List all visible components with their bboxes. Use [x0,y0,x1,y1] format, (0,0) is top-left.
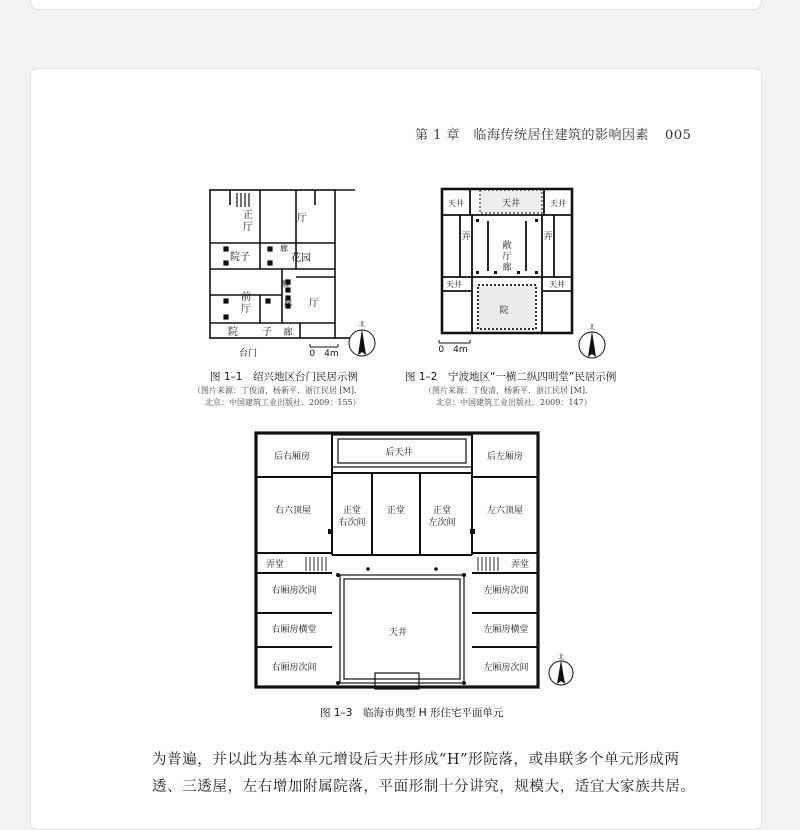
figure-1-1-plan [200,185,385,365]
figure-1-3-plan [250,425,590,700]
body-text-line: 透、三透屋，左右增加附属院落，平面形制十分讲究，规模大，适宜大家族共居。 [152,779,696,795]
label-tianjing: 天井 [448,199,464,208]
label-nongtang: 弄堂 [510,560,530,570]
figure-1-3-caption: 图 1–3 临海市典型 H 形住宅平面单元 [320,707,504,719]
figure-1-1-source-line1: （图片来源：丁俊清，杨新平．浙江民居 [M]. [193,386,357,395]
figure-1-2-source-line1: （图片来源：丁俊清，杨新平．浙江民居 [M]. [424,386,588,395]
scale-bar [310,344,338,347]
label-zuo-xiangfang-cijian: 左厢房次间 [483,586,529,596]
label-zhengtang: 正堂 [342,506,362,516]
north-arrow-icon [349,320,375,356]
label-tianjing: 天井 [550,199,566,208]
page-number: 005 [665,128,692,143]
figure-1-2-caption: 图 1–2 宁波地区“一横二纵四明堂”民居示例 [405,371,617,383]
label-nongtang: 弄堂 [265,560,285,570]
label-nong: 弄 [543,232,553,242]
label-you-xiangfang-cijian: 右厢房次间 [271,586,317,596]
scale-text: 0 4m [438,345,468,355]
label-tianjing: 天井 [549,280,565,289]
running-header [415,124,691,143]
label-you-liudingwu: 右六顶屋 [274,506,312,516]
label-taimen: 台门 [238,349,258,359]
figure-1-2-plan [430,185,610,365]
label-zheng: 正 [243,210,253,221]
stair-left [306,557,326,571]
label-you-xiangfang-cijian: 右厢房次间 [271,663,317,673]
label-hou-tianjing: 后天井 [385,448,413,458]
previous-page-card [30,0,762,10]
north-label: 北 [588,324,596,331]
label-you-xiangfang-hengtang: 右厢房横堂 [271,625,317,635]
north-label: 北 [358,321,366,328]
label-lang: 廊 [502,263,512,273]
label-lang: 廊 [284,299,292,308]
label-tianjing: 天井 [446,280,462,289]
label-tianjing: 天井 [501,199,521,209]
label-lang: 廊 [282,279,290,288]
label-hou-you-xiangfang: 后右厢房 [273,452,311,462]
label-tianjing: 天井 [388,628,408,638]
label-lang: 廊 [280,244,288,253]
label-zhengtang: 正堂 [386,506,406,516]
label-hou-zuo-xiangfang: 后左厢房 [486,452,524,462]
chapter-title: 第 1 章 临海传统居住建筑的影响因素 [415,128,650,143]
label-zuo-xiangfang-cijian: 左厢房次间 [483,663,529,673]
label-zhengtang: 正堂 [432,506,452,516]
label-lang: 廊 [283,328,293,338]
label-nong: 弄 [461,232,471,242]
label-huayuan: 花园 [291,253,311,264]
label-ting: 厅 [309,298,319,309]
label-zuo-liudingwu: 左六顶屋 [486,506,524,516]
scale-text: 0 4m [309,349,339,359]
label-ting: 厅 [502,252,512,262]
north-arrow-icon [579,323,605,358]
scale-bar [439,340,470,343]
body-text-line: 为普遍，并以此为基本单元增设后天井形成“H”形院落，或串联多个单元形成两 [152,752,680,768]
label-ting: 厅 [297,213,307,224]
label-ting: 厅 [243,222,253,233]
north-arrow-icon [549,653,573,685]
label-yuanzi: 院子 [230,252,250,263]
figure-1-1-source-line2: 北京：中国建筑工业出版社．2009：155） [205,398,361,407]
label-ting: 厅 [241,304,251,315]
label-zuo-cijian: 左次间 [428,518,456,528]
label-zi: 子 [262,327,272,338]
figure-1-2-source-line2: 北京：中国建筑工业出版社．2009：147） [436,398,592,407]
label-zuo-xiangfang-hengtang: 左厢房横堂 [483,625,529,635]
label-yuan: 院 [228,327,238,338]
label-yuan: 院 [499,306,509,316]
label-qian: 前 [241,292,251,303]
stair-right [478,557,498,571]
figure-1-1-caption: 图 1–1 绍兴地区台门民居示例 [210,371,358,383]
north-label: 北 [557,654,565,661]
label-you-cijian: 右次间 [338,518,366,528]
label-chang: 敞 [502,241,512,251]
